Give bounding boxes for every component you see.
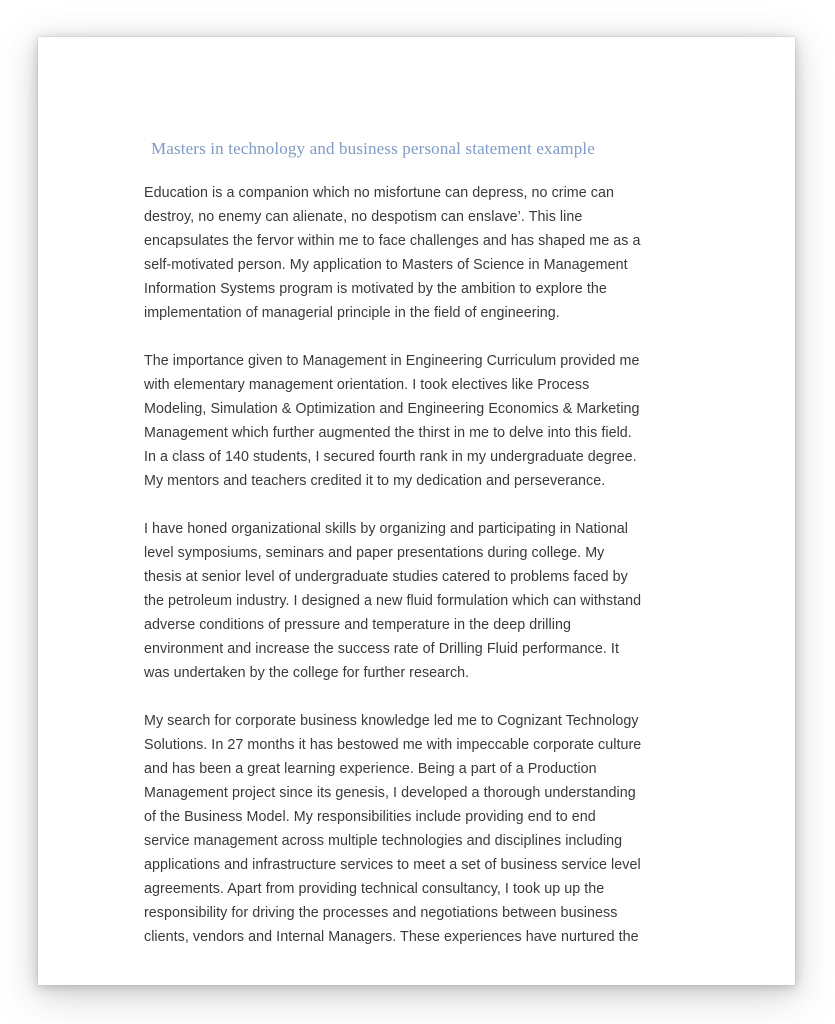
body-paragraph: I have honed organizational skills by organizing and participating in National level symposiums, seminars and paper presentations during college. My thesis at senior level of undergraduate studies catered to problems faced by the petroleum industry. I designed a new fluid formulation which can withstand adverse conditions of pressure and temperature in the deep drilling environment and increase the success rate of Drilling Fluid performance. It was undertaken by the college for further research. [144, 521, 642, 681]
document-body [144, 138, 644, 949]
document-page [38, 37, 795, 985]
body-paragraph: Education is a companion which no misfortune can depress, no crime can destroy, no enemy can alienate, no despotism can enslave’. This line encapsulates the fervor within me to face challenges and has shaped me as a self-motivated person. My application to Masters of Science in Management Information Systems program is motivated by the ambition to explore the implementation of managerial principle in the field of engineering. [144, 185, 641, 321]
body-paragraph: The importance given to Management in Engineering Curriculum provided me with elementary management orientation. I took electives like Process Modeling, Simulation & Optimization and Engineering Economics & Marketing Management which further augmented the thirst in me to delve into this field. In a class of 140 students, I secured fourth rank in my undergraduate degree. My mentors and teachers credited it to my dedication and perseverance. [144, 353, 640, 489]
page-title: Masters in technology and business personal statement example [151, 139, 595, 158]
body-paragraph: My search for corporate business knowledge led me to Cognizant Technology Solutions. In 27 months it has bestowed me with impeccable corporate culture and has been a great learning experience. Being a part of a Production Management project since its genesis, I developed a thorough understanding of the Business Model. My responsibilities include providing end to end service management across multiple technologies and disciplines including applications and infrastructure services to meet a set of business service level agreements. Apart from providing technical consultancy, I took up up the responsibility for driving the processes and negotiations between business clients, vendors and Internal Managers. These experiences have nurtured the [144, 713, 642, 945]
